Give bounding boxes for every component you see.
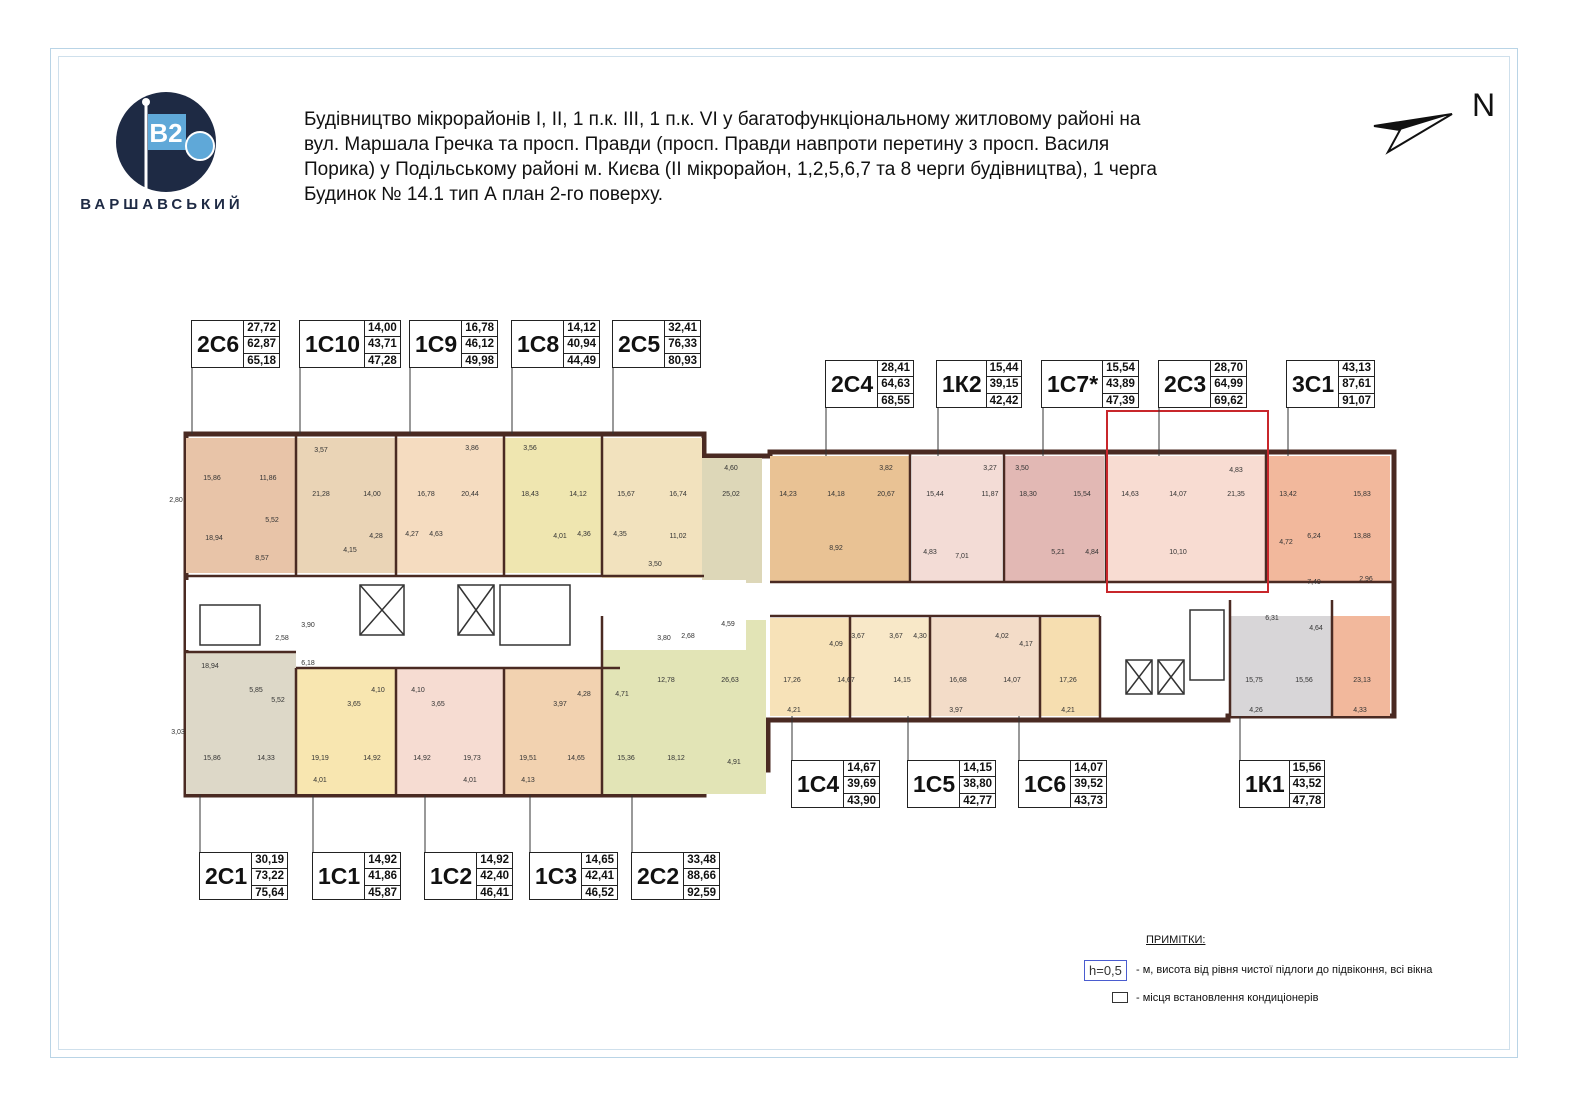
room-area: 4,64 [1309, 625, 1323, 632]
apt-living: 14,92 [477, 853, 512, 869]
room-area: 3,80 [657, 635, 671, 642]
apt-label-1k1 [1239, 760, 1325, 808]
room-area: 4,10 [371, 687, 385, 694]
apt-living: 15,56 [1290, 761, 1325, 777]
room-area: 4,84 [1085, 549, 1099, 556]
room-area: 4,59 [721, 621, 735, 628]
apt-label-1c1 [312, 852, 401, 900]
room-area: 3,90 [301, 622, 315, 629]
notes-title: ПРИМІТКИ: [1146, 934, 1206, 946]
room-area: 4,35 [613, 531, 627, 538]
apt-total: 39,15 [987, 377, 1022, 393]
apt-total: 46,12 [462, 337, 497, 353]
fill-3c1 [1266, 456, 1390, 581]
room-area: 4,33 [1353, 707, 1367, 714]
room-area: 18,12 [667, 755, 685, 762]
apt-total: 43,89 [1103, 377, 1138, 393]
room-area: 4,01 [313, 777, 327, 784]
apt-label-3c1 [1286, 360, 1375, 408]
fill-1c6b [1040, 618, 1100, 716]
apt-code: 1С3 [535, 862, 578, 889]
room-area: 4,13 [521, 777, 535, 784]
room-area: 4,15 [343, 547, 357, 554]
apt-code: 1К1 [1245, 770, 1285, 797]
apt-label-1c6 [1018, 760, 1107, 808]
apt-total: 43,52 [1290, 777, 1325, 793]
room-area: 18,94 [201, 663, 219, 670]
fill-1c9 [396, 438, 504, 573]
room-area: 4,01 [463, 777, 477, 784]
apt-total-balcony: 44,49 [567, 354, 596, 367]
room-area: 4,60 [724, 465, 738, 472]
apt-label-2c5 [612, 320, 701, 368]
apt-code: 1С8 [517, 330, 560, 357]
room-area: 3,57 [314, 447, 328, 454]
apt-total: 87,61 [1339, 377, 1374, 393]
apt-areas [563, 321, 599, 367]
room-area: 4,17 [1019, 641, 1033, 648]
window-height-note: - м, висота від рівня чистої підлоги до підвіконня, всі вікна [1136, 964, 1433, 976]
apt-total-balcony: 69,62 [1214, 394, 1243, 407]
room-area: 4,27 [405, 531, 419, 538]
apt-total-balcony: 47,78 [1292, 794, 1322, 807]
apt-code: 2С5 [618, 330, 661, 357]
apt-code: 1С2 [430, 862, 473, 889]
room-area: 3,50 [648, 561, 662, 568]
room-area: 11,86 [259, 475, 277, 482]
apt-total-balcony: 65,18 [247, 354, 276, 367]
room-area: 17,26 [783, 677, 801, 684]
room-area: 15,86 [203, 755, 221, 762]
apt-living: 28,41 [878, 361, 913, 377]
apt-label-1c3 [529, 852, 618, 900]
room-area: 14,23 [779, 491, 797, 498]
apt-living: 43,13 [1339, 361, 1374, 377]
fill-1c3 [504, 668, 602, 794]
fill-2c1 [186, 652, 296, 794]
apt-total-balcony: 92,59 [687, 886, 716, 899]
room-area: 4,28 [369, 533, 383, 540]
room-area: 19,73 [463, 755, 481, 762]
apt-areas [959, 761, 995, 807]
apt-code: 2С6 [197, 330, 240, 357]
room-area: 4,02 [995, 633, 1009, 640]
fill-2c5b [702, 458, 762, 583]
room-area: 15,54 [1073, 491, 1091, 498]
room-area: 21,28 [312, 491, 330, 498]
apt-label-1k2 [936, 360, 1022, 408]
room-area: 14,00 [363, 491, 381, 498]
apt-total-balcony: 43,73 [1074, 794, 1103, 807]
fill-1c8 [504, 438, 602, 573]
apt-code: 1С7* [1047, 370, 1099, 397]
apt-areas [1289, 761, 1325, 807]
apt-living: 33,48 [684, 853, 719, 869]
logo-letter-b: В2 [149, 118, 183, 148]
apt-areas [986, 361, 1022, 407]
apt-code: 1С1 [318, 862, 361, 889]
room-area: 3,67 [889, 633, 903, 640]
room-area: 14,63 [1121, 491, 1139, 498]
room-area: 14,92 [413, 755, 431, 762]
room-area: 3,56 [523, 445, 537, 452]
room-area: 15,56 [1295, 677, 1313, 684]
room-area: 3,65 [431, 701, 445, 708]
room-area: 4,10 [411, 687, 425, 694]
apt-total-balcony: 47,39 [1106, 394, 1135, 407]
apt-areas [1102, 361, 1138, 407]
apt-code: 1С6 [1024, 770, 1067, 797]
apt-total: 62,87 [244, 337, 279, 353]
room-area: 14,15 [893, 677, 911, 684]
apt-code: 2С3 [1164, 370, 1207, 397]
room-area: 11,87 [981, 491, 999, 498]
room-area: 23,13 [1353, 677, 1371, 684]
apt-code: 2С4 [831, 370, 874, 397]
room-area: 4,63 [429, 531, 443, 538]
apt-living: 14,12 [564, 321, 599, 337]
room-area: 4,83 [1229, 467, 1243, 474]
apt-areas [1070, 761, 1106, 807]
apt-label-1c8 [511, 320, 600, 368]
fill-1c7 [1004, 456, 1104, 581]
room-area: 14,18 [827, 491, 845, 498]
room-area: 20,44 [461, 491, 479, 498]
room-area: 2,80 [169, 497, 183, 504]
apt-areas [461, 321, 497, 367]
apt-living: 14,92 [365, 853, 400, 869]
room-area: 4,83 [923, 549, 937, 556]
room-area: 14,12 [569, 491, 587, 498]
apt-living: 15,54 [1103, 361, 1138, 377]
room-area: 14,92 [363, 755, 381, 762]
apt-total: 41,86 [365, 869, 400, 885]
room-area: 5,21 [1051, 549, 1065, 556]
room-area: 4,72 [1279, 539, 1293, 546]
room-area: 26,63 [721, 677, 739, 684]
room-area: 4,09 [829, 641, 843, 648]
apt-total-balcony: 46,41 [480, 886, 509, 899]
apt-total: 39,52 [1071, 777, 1106, 793]
room-area: 3,27 [983, 465, 997, 472]
apt-label-2c6 [191, 320, 280, 368]
apt-living: 27,72 [244, 321, 279, 337]
room-area: 19,51 [519, 755, 537, 762]
fill-2c4 [770, 456, 910, 581]
apt-code: 1С10 [305, 330, 360, 357]
fill-1k2 [912, 456, 1002, 581]
room-area: 4,71 [615, 691, 629, 698]
room-area: 3,03 [171, 729, 185, 736]
apt-label-1c5 [907, 760, 996, 808]
room-area: 2,68 [681, 633, 695, 640]
apt-code: 1С4 [797, 770, 840, 797]
fill-1k1 [1230, 600, 1332, 716]
room-area: 14,33 [257, 755, 275, 762]
apt-total-balcony: 75,64 [255, 886, 284, 899]
apt-label-1c4 [791, 760, 880, 808]
fill-1c4 [770, 618, 850, 716]
room-area: 15,83 [1353, 491, 1371, 498]
apt-label-2c3 [1158, 360, 1247, 408]
apt-total-balcony: 42,42 [989, 394, 1019, 407]
apt-living: 28,70 [1211, 361, 1246, 377]
apt-areas [581, 853, 617, 899]
room-area: 6,18 [301, 660, 315, 667]
room-area: 18,94 [205, 535, 223, 542]
apt-areas [843, 761, 879, 807]
apt-label-2c2 [631, 852, 720, 900]
room-area: 4,28 [577, 691, 591, 698]
apt-total: 40,94 [564, 337, 599, 353]
north-label: N [1472, 87, 1496, 123]
room-area: 14,07 [1169, 491, 1187, 498]
apt-label-2c1 [199, 852, 288, 900]
room-area: 7,01 [955, 553, 969, 560]
room-area: 7,40 [1307, 579, 1321, 586]
apt-label-1c2 [424, 852, 513, 900]
room-area: 5,52 [265, 517, 279, 524]
room-area: 17,26 [1059, 677, 1077, 684]
apt-total-balcony: 45,87 [368, 886, 397, 899]
apt-areas [243, 321, 279, 367]
apt-total: 42,41 [582, 869, 617, 885]
room-area: 3,86 [465, 445, 479, 452]
apt-total: 43,71 [365, 337, 400, 353]
apt-areas [683, 853, 719, 899]
apt-total-balcony: 68,55 [881, 394, 910, 407]
apt-label-1c7 [1041, 360, 1139, 408]
apt-areas [877, 361, 913, 407]
room-area: 14,65 [567, 755, 585, 762]
room-area: 25,02 [722, 491, 740, 498]
apt-total-balcony: 80,93 [668, 354, 697, 367]
apt-code: 2С2 [637, 862, 680, 889]
apt-code: 3С1 [1292, 370, 1335, 397]
room-area: 4,01 [553, 533, 567, 540]
room-area: 14,67 [837, 677, 855, 684]
air-conditioner-note: - місця встановлення кондиціонерів [1136, 992, 1319, 1004]
apt-code: 2С1 [205, 862, 248, 889]
title-line-4: Будинок № 14.1 тип А план 2-го поверху. [304, 184, 664, 205]
room-area: 3,97 [949, 707, 963, 714]
room-area: 18,43 [521, 491, 539, 498]
apt-total: 64,99 [1211, 377, 1246, 393]
room-area: 6,31 [1265, 615, 1279, 622]
apt-living: 14,65 [582, 853, 617, 869]
apt-areas [364, 853, 400, 899]
room-area: 4,30 [913, 633, 927, 640]
apt-living: 30,19 [252, 853, 287, 869]
fill-1c6 [930, 618, 1040, 716]
room-area: 3,82 [879, 465, 893, 472]
room-area: 6,24 [1307, 533, 1321, 540]
apt-areas [664, 321, 700, 367]
room-area: 15,67 [617, 491, 635, 498]
brand-name: ВАРШАВСЬКИЙ [80, 196, 244, 213]
apt-total: 64,63 [878, 377, 913, 393]
apt-total-balcony: 42,77 [963, 794, 992, 807]
room-area: 15,44 [926, 491, 944, 498]
apt-living: 15,44 [987, 361, 1022, 377]
room-area: 8,92 [829, 545, 843, 552]
title-line-2: вул. Маршала Гречка та просп. Правди (просп. Правди навпроти перетину з просп. Василя [304, 134, 1110, 155]
room-area: 18,30 [1019, 491, 1037, 498]
title-line-3: Порика) у Подільському районі м. Києва (II мікрорайон, 1,2,5,6,7 та 8 черги будівництва), 1 черга [304, 159, 1157, 180]
fill-2c6 [186, 438, 296, 573]
apt-living: 14,07 [1071, 761, 1106, 777]
room-area: 3,50 [1015, 465, 1029, 472]
room-area: 14,07 [1003, 677, 1021, 684]
room-area: 4,91 [727, 759, 741, 766]
apt-total-balcony: 46,52 [585, 886, 614, 899]
apt-total-balcony: 91,07 [1342, 394, 1371, 407]
apt-total-balcony: 49,98 [465, 354, 494, 367]
room-area: 2,96 [1359, 576, 1373, 583]
room-area: 21,35 [1227, 491, 1245, 498]
room-area: 15,36 [617, 755, 635, 762]
apt-areas [251, 853, 287, 899]
apt-total-balcony: 47,28 [367, 354, 397, 367]
room-area: 13,88 [1353, 533, 1371, 540]
room-area: 15,75 [1245, 677, 1263, 684]
apt-total-balcony: 43,90 [847, 794, 876, 807]
apt-living: 32,41 [665, 321, 700, 337]
apt-code: 1С9 [415, 330, 458, 357]
apt-living: 16,78 [462, 321, 497, 337]
room-area: 12,78 [657, 677, 675, 684]
apt-code: 1С5 [913, 770, 956, 797]
room-area: 4,21 [787, 707, 801, 714]
apt-areas [476, 853, 512, 899]
room-area: 19,19 [311, 755, 329, 762]
room-area: 3,65 [347, 701, 361, 708]
room-area: 3,97 [553, 701, 567, 708]
apt-areas [364, 321, 400, 367]
apt-areas [1210, 361, 1246, 407]
apt-label-1c9 [409, 320, 498, 368]
room-area: 4,21 [1061, 707, 1075, 714]
apt-label-1c10 [299, 320, 401, 368]
fill-2c5 [602, 438, 702, 578]
apt-total: 38,80 [960, 777, 995, 793]
apt-code: 1К2 [942, 370, 982, 397]
room-area: 15,86 [203, 475, 221, 482]
room-area: 2,58 [275, 635, 289, 642]
room-area: 16,68 [949, 677, 967, 684]
room-area: 4,36 [577, 531, 591, 538]
room-area: 5,52 [271, 697, 285, 704]
room-area: 20,67 [877, 491, 895, 498]
room-area: 13,42 [1279, 491, 1297, 498]
apt-living: 14,15 [960, 761, 995, 777]
apt-living: 14,00 [365, 321, 400, 337]
room-area: 10,10 [1169, 549, 1187, 556]
apt-label-2c4 [825, 360, 914, 408]
air-conditioner-icon [1112, 992, 1128, 1003]
room-area: 8,57 [255, 555, 269, 562]
apt-total: 39,69 [844, 777, 879, 793]
fill-2c3 [1108, 456, 1266, 581]
apt-living: 14,67 [844, 761, 879, 777]
window-height-badge: h=0,5 [1084, 960, 1127, 981]
room-area: 16,78 [417, 491, 435, 498]
apt-total: 76,33 [665, 337, 700, 353]
apt-areas [1338, 361, 1374, 407]
room-area: 16,74 [669, 491, 687, 498]
apt-total: 88,66 [684, 869, 719, 885]
apt-total: 42,40 [477, 869, 512, 885]
room-area: 5,85 [249, 687, 263, 694]
room-area: 11,02 [669, 533, 687, 540]
room-area: 3,67 [851, 633, 865, 640]
title-line-1: Будівництво мікрорайонів I, II, 1 п.к. III, 1 п.к. VI у багатофункціональному житловому районі на [304, 109, 1141, 130]
room-area: 4,26 [1249, 707, 1263, 714]
apt-total: 73,22 [252, 869, 287, 885]
